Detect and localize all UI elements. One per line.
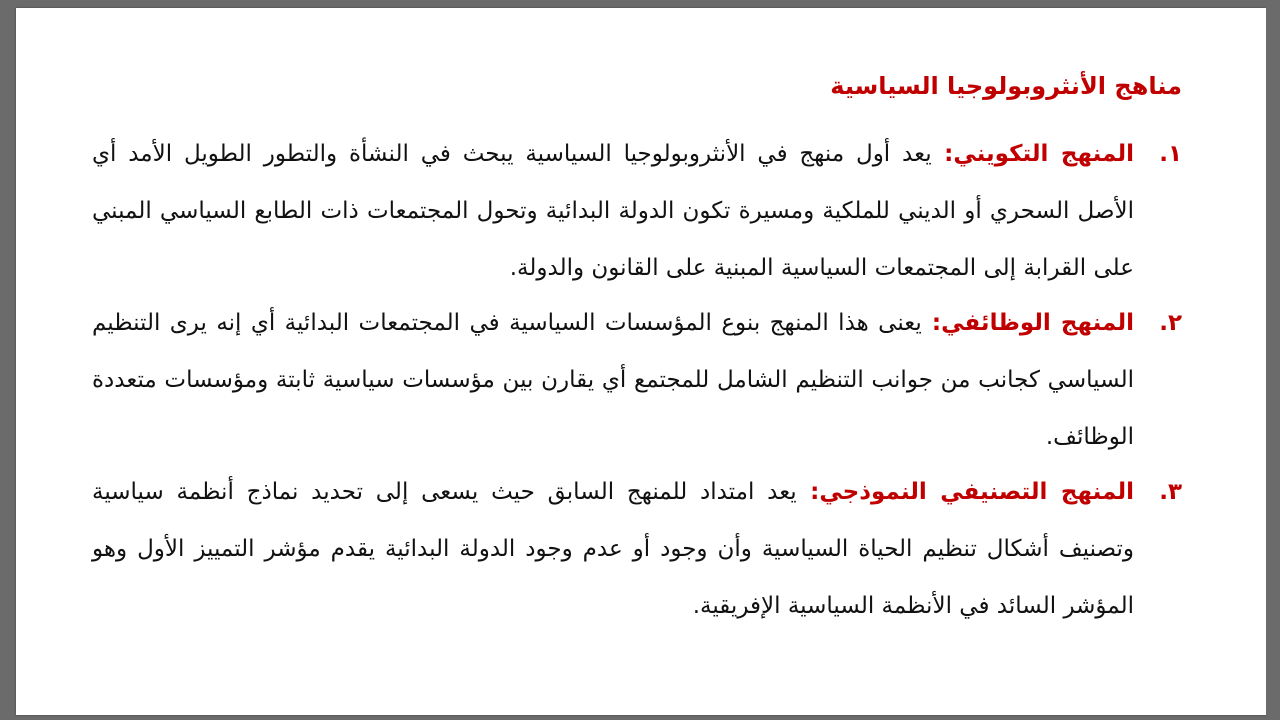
list-item-term: المنهج التصنيفي النموذجي: [796, 479, 1134, 505]
list-item-text: يعد امتداد للمنهج السابق حيث يسعى إلى تحديد نماذج أنظمة سياسية وتصنيف أشكال تنظيم الحياة السياسية وأن وجود أو عدم وجود الدولة البدائية يقدم مؤشر التمييز الأول وهو المؤشر السائد في الأنظمة السياسية الإفريقية. [92, 479, 1134, 619]
list-item-term: المنهج التكويني: [931, 141, 1134, 167]
list-item-body [92, 126, 1134, 297]
list-item [92, 126, 1182, 297]
list-item-number: ٣. [1159, 479, 1182, 505]
page-title: مناهج الأنثروبولوجيا السياسية [830, 72, 1182, 100]
list-item-text: يعنى هذا المنهج بنوع المؤسسات السياسية في المجتمعات البدائية أي إنه يرى التنظيم السياسي كجانب من جوانب التنظيم الشامل للمجتمع أي يقارن بين مؤسسات سياسية ثابتة ومؤسسات متعددة الوظائف. [92, 310, 1134, 450]
list-item-text: يعد أول منهج في الأنثروبولوجيا السياسية يبحث في النشأة والتطور الطويل الأمد أي الأصل السحري أو الديني للملكية ومسيرة تكون الدولة البدائية وتحول المجتمعات ذات الطابع السياسي المبني على القرابة إلى المجتمعات السياسية المبنية على القانون والدولة. [92, 141, 1134, 281]
list-item-number: ٢. [1159, 310, 1182, 336]
window-edge [1266, 0, 1280, 720]
list-item [92, 295, 1182, 466]
list-item-body [92, 464, 1134, 635]
list-item-body [92, 295, 1134, 466]
list-item-term: المنهج الوظائفي: [921, 310, 1134, 336]
list-item [92, 464, 1182, 635]
list-item-number: ١. [1159, 141, 1182, 167]
